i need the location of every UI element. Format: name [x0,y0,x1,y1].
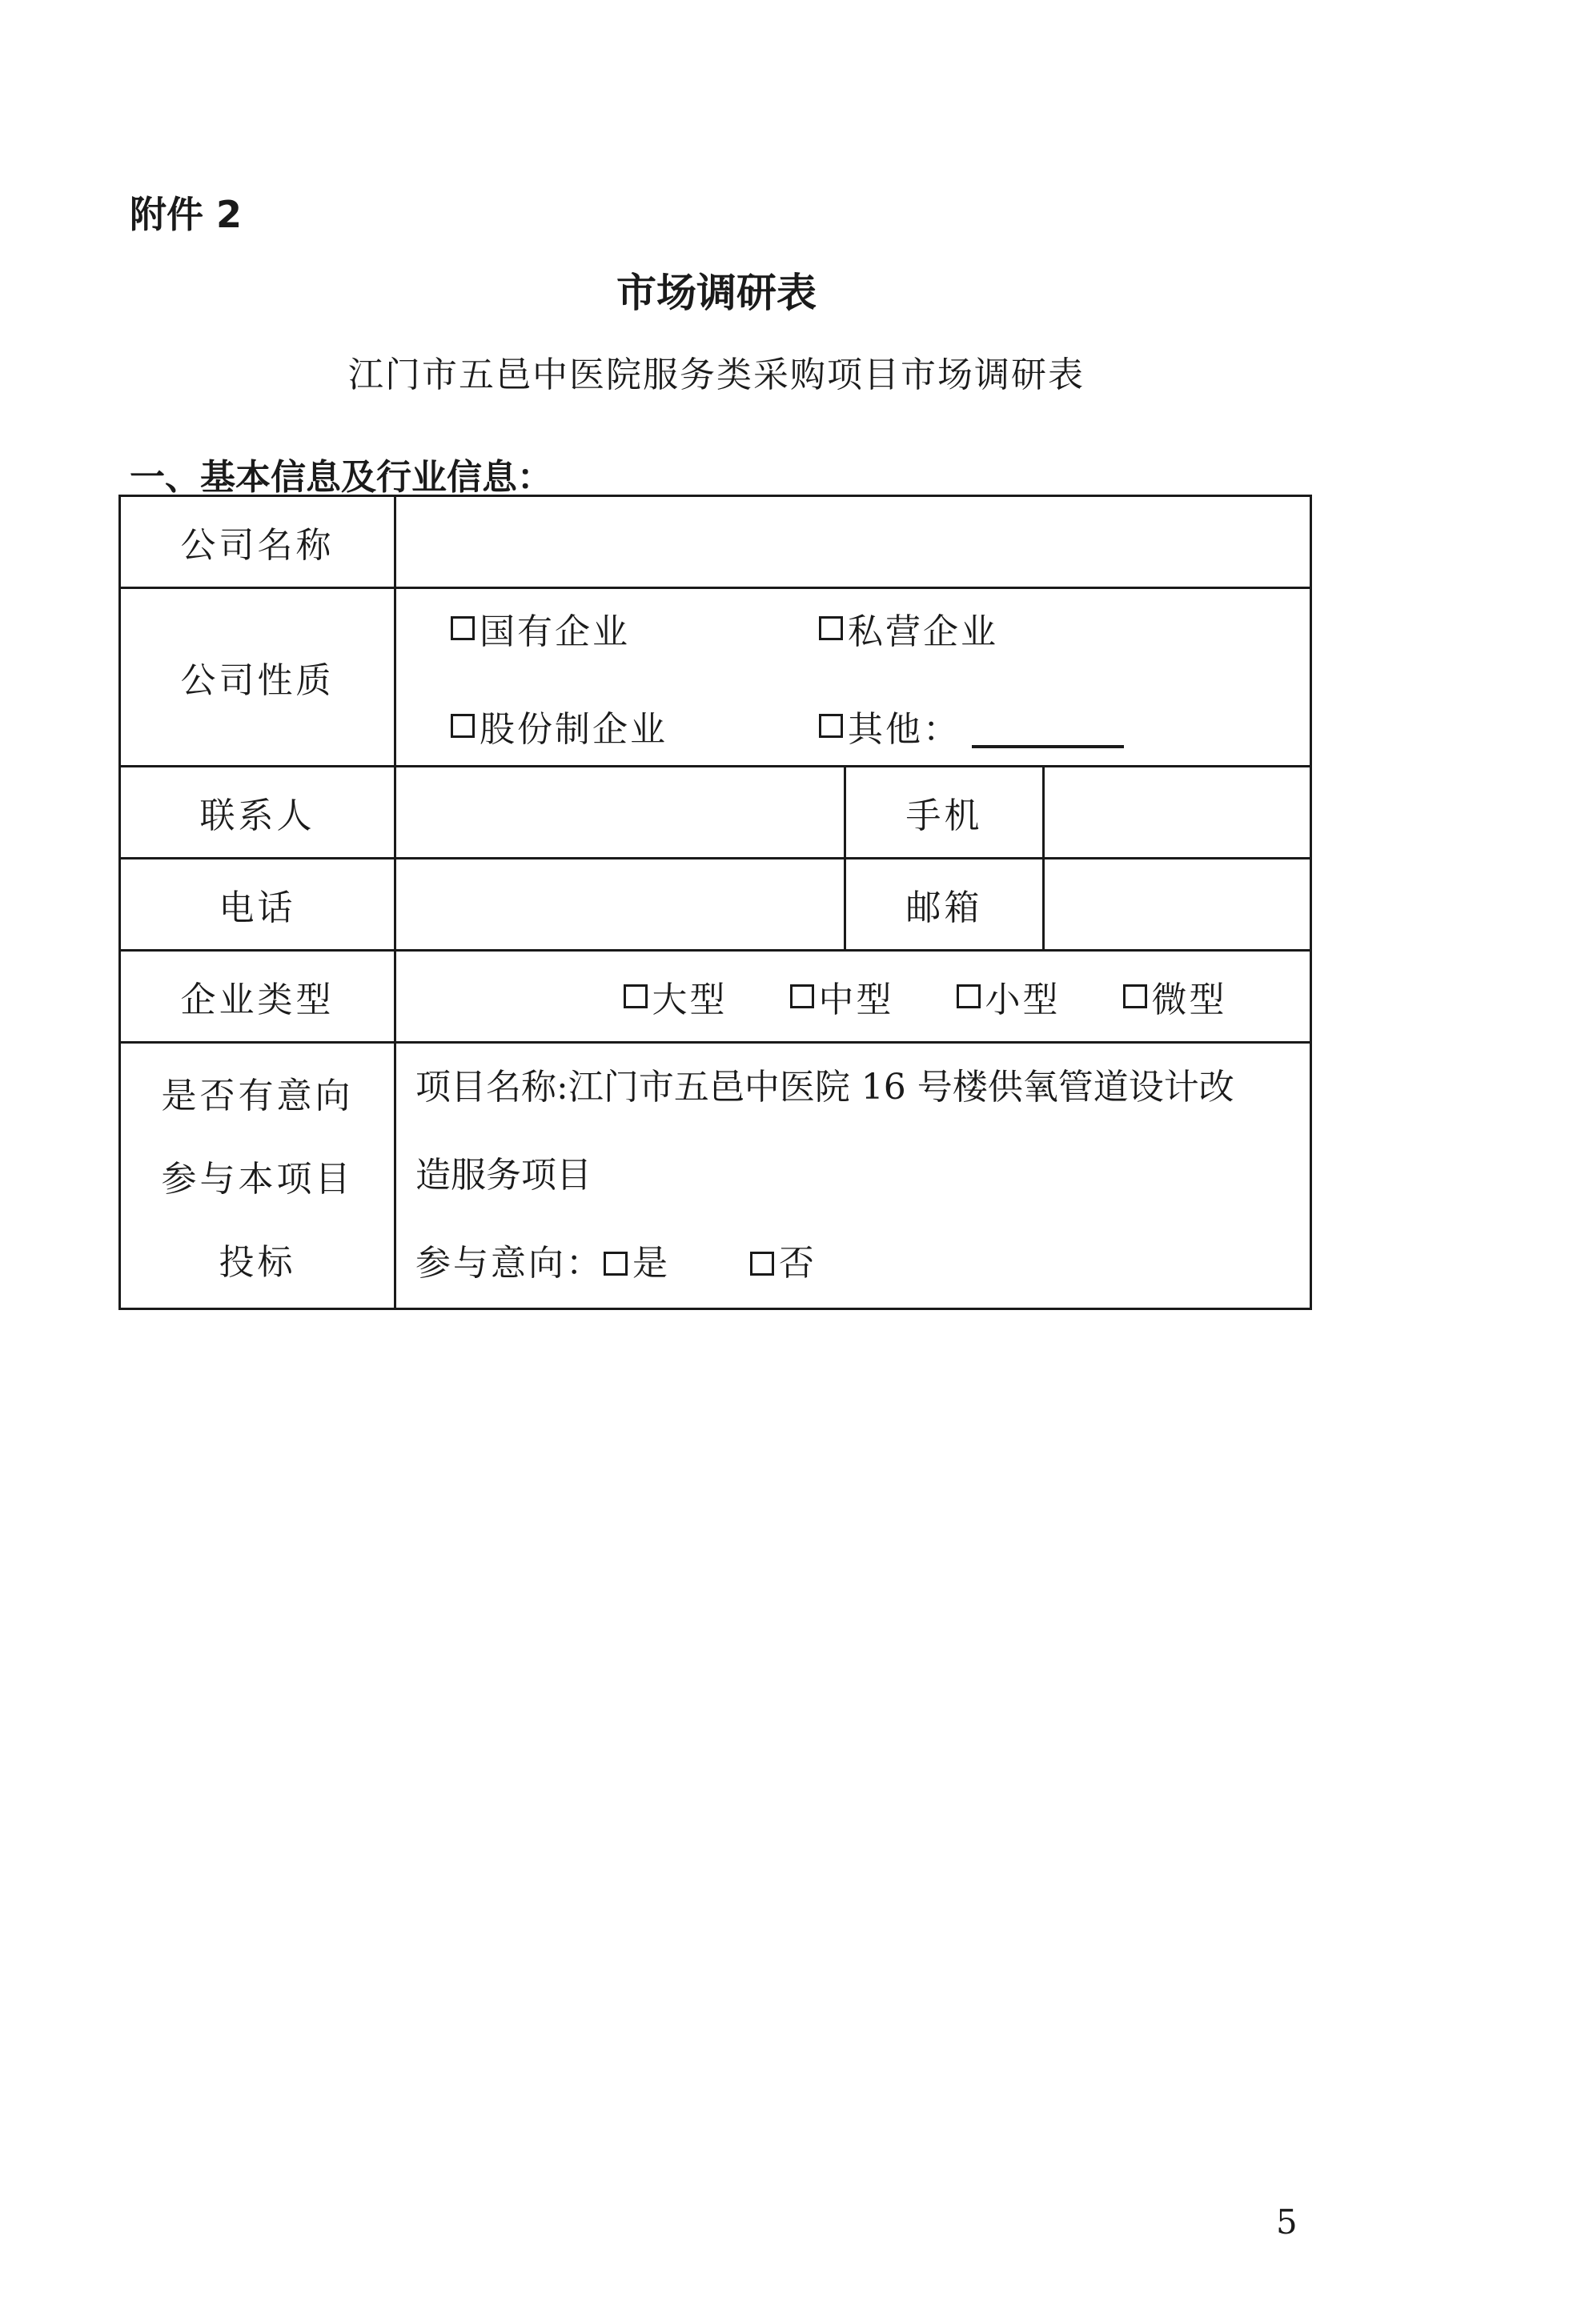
bid-intent-content [395,1043,1311,1309]
option-large[interactable] [624,971,728,1022]
option-yes[interactable] [604,1220,670,1308]
email-label: 邮箱 [845,859,1044,951]
row-contact [120,767,1311,859]
option-private[interactable] [819,603,1155,654]
bid-intent-label-line: 是否有意向 [161,1076,354,1116]
row-enterprise-type [120,951,1311,1043]
enterprise-type-label: 企业类型 [120,951,395,1043]
option-small[interactable] [957,971,1061,1022]
company-nature-options [395,588,1311,767]
contact-label: 联系人 [120,767,395,859]
option-other[interactable] [819,700,1155,751]
option-label: 小型 [985,980,1061,1020]
checkbox-icon[interactable] [451,714,475,738]
option-label: 私营企业 [848,611,998,652]
attachment-label: 附件 2 [130,193,243,236]
bid-intent-label-line: 参与本项目 [161,1159,354,1200]
option-label: 是 [632,1243,670,1284]
row-bid-intent [120,1043,1311,1309]
option-label: 国有企业 [480,611,630,652]
option-label: 股份制企业 [480,709,668,750]
option-label: 大型 [652,980,728,1020]
option-label: 微型 [1151,980,1227,1020]
checkbox-icon[interactable] [819,714,843,738]
option-state-owned[interactable] [451,603,819,654]
row-company-name [120,496,1311,588]
survey-table [118,495,1312,1310]
row-phone [120,859,1311,951]
page-subtitle: 江门市五邑中医院服务类采购项目市场调研表 [348,355,1085,395]
option-joint-stock[interactable] [451,700,819,751]
option-label: 中型 [818,980,894,1020]
mobile-field[interactable] [1044,767,1311,859]
company-nature-label: 公司性质 [120,588,395,767]
participation-label: 参与意向： [415,1243,604,1284]
option-label: 其他： [848,709,961,750]
option-no[interactable] [750,1220,817,1308]
bid-intent-label-line: 投标 [219,1242,296,1283]
mobile-label: 手机 [845,767,1044,859]
page-number: 5 [1276,2202,1298,2242]
checkbox-icon[interactable] [624,984,648,1008]
row-company-nature [120,588,1311,767]
email-field[interactable] [1044,859,1311,951]
option-micro[interactable] [1123,971,1227,1022]
phone-field[interactable] [395,859,845,951]
company-name-label: 公司名称 [120,496,395,588]
contact-field[interactable] [395,767,845,859]
option-label: 否 [779,1243,817,1284]
company-name-field[interactable] [395,496,1311,588]
page-title: 市场调研表 [616,270,817,316]
checkbox-icon[interactable] [819,616,843,640]
checkbox-icon[interactable] [1123,984,1147,1008]
project-name-line: 项目名称:江门市五邑中医院 16 号楼供氧管道设计改 [415,1067,1234,1108]
checkbox-icon[interactable] [451,616,475,640]
project-name-line-continued: 造服务项目 [415,1155,592,1196]
enterprise-type-options [395,951,1311,1043]
bid-intent-label [120,1043,395,1309]
checkbox-icon[interactable] [790,984,814,1008]
checkbox-icon[interactable] [957,984,981,1008]
option-medium[interactable] [790,971,894,1022]
checkbox-icon[interactable] [750,1252,774,1276]
checkbox-icon[interactable] [604,1252,628,1276]
other-blank-line[interactable] [972,745,1124,748]
section-heading: 一、基本信息及行业信息： [130,457,552,498]
phone-label: 电话 [120,859,395,951]
